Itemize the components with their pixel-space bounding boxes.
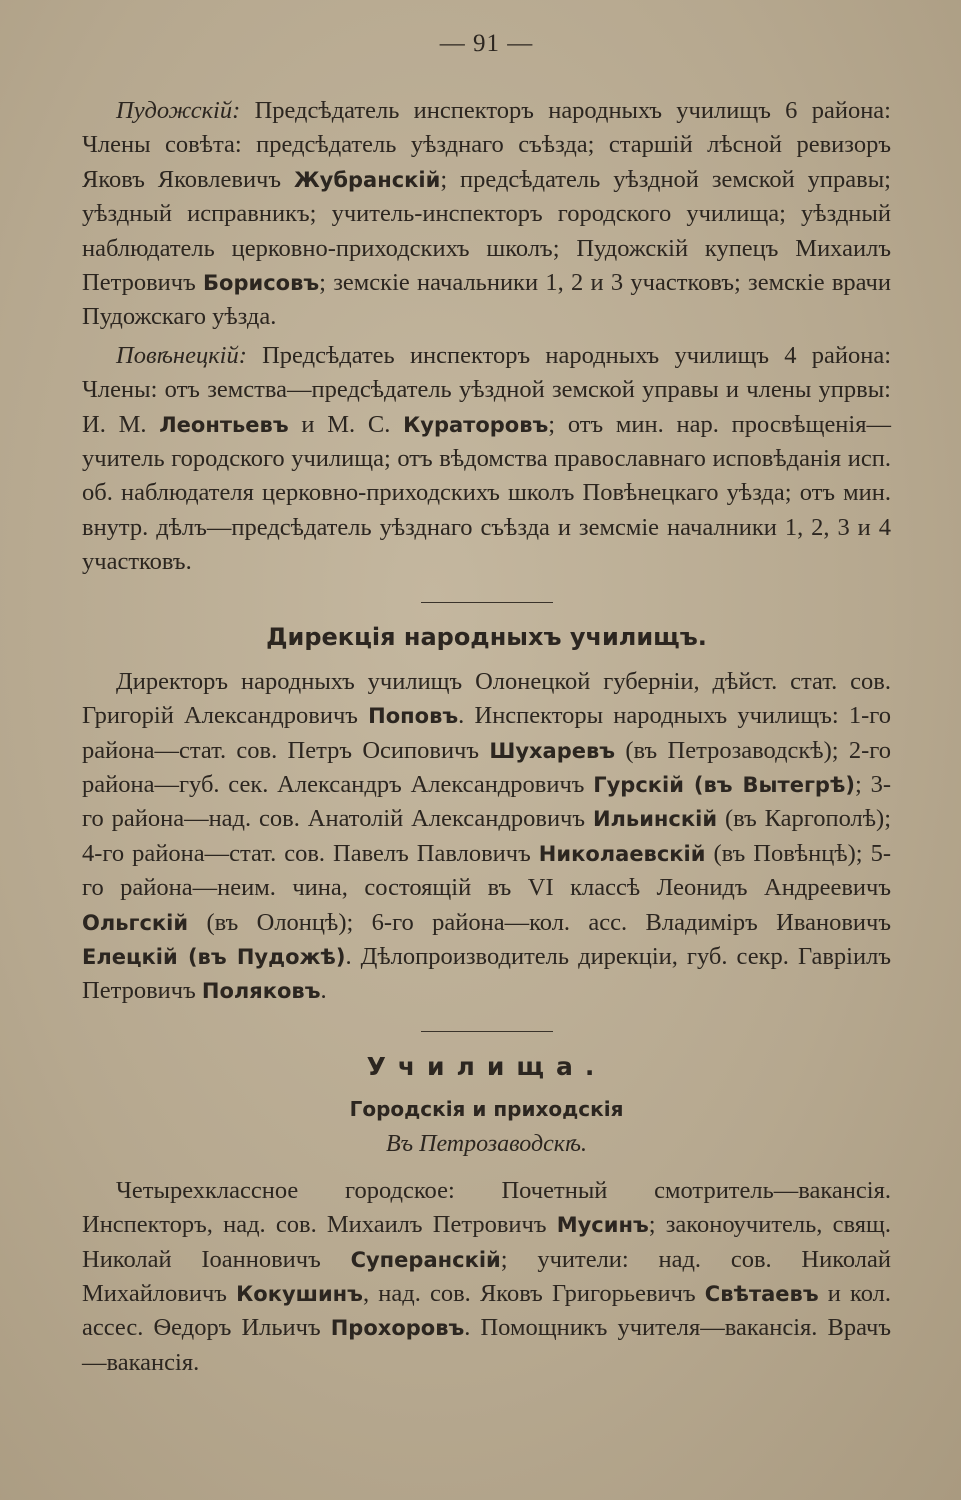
person-name: Кокушинъ: [236, 1281, 363, 1306]
person-name: Поповъ: [368, 704, 459, 729]
person-name: Борисовъ: [203, 271, 320, 296]
person-name: Гурскій (въ Вытегрѣ): [593, 772, 856, 797]
section-heading-schools: Училища.: [366, 1051, 607, 1081]
person-name: Свѣтаевъ: [704, 1281, 819, 1306]
person-name: Поляковъ: [201, 979, 321, 1004]
place-heading: Въ Петрозаводскѣ.: [386, 1130, 587, 1157]
person-name: Шухаревъ: [489, 738, 616, 763]
section-divider: [421, 602, 553, 603]
person-name: Прохоровъ: [330, 1316, 465, 1341]
person-name: Жубранскій: [293, 167, 441, 192]
directorate-paragraph: Директоръ народныхъ училищъ Олонецкой губерніи, дѣйст. стат. сов. Григорій Александровичъ Поповъ. Инспекторы народныхъ училищъ: 1-го района—стат. сов. Петръ Осиповичъ Шухаревъ (въ Петрозаводскѣ); 2-го района—губ. сек. Александръ Александровичъ Гурскій (въ Вытегрѣ); 3-го района—над. сов. Анатолій Александровичъ Ильинскій (въ Каргополѣ); 4-го района—стат. сов. Павелъ Павловичъ Николаевскій (въ Повѣнцѣ); 5-го района—неим. чина, состоящій въ VI классѣ Леонидъ Андреевичъ Ольгскій (въ Олонцѣ); 6-го района—кол. асс. Владиміръ Ивановичъ Елецкій (въ Пудожѣ). Дѣлопроизводитель дирекціи, губ. секр. Гавріилъ Петровичъ Поляковъ.: [82, 667, 892, 1005]
section-divider: [421, 1031, 553, 1032]
pudozh-council-paragraph: Пудожскій: Предсѣдатель инспекторъ народныхъ училищъ 6 района: Члены совѣта: предсѣдатель уѣзднаго съѣзда; старшій лѣсной ревизоръ Яковъ Яковлевичъ Жубранскій; предсѣдатель уѣздной земской управы; уѣздный исправникъ; учитель-инспекторъ городского училища; уѣздный наблюдатель церковно-приходскихъ школъ; Пудожскій купецъ Михаилъ Петровичъ Борисовъ; земскіе начальники 1, 2 и 3 участковъ; земскіе врачи Пудожскаго уѣзда.: [82, 97, 891, 331]
person-name: Ильинскій: [592, 807, 718, 832]
section-heading-directorate: Дирекція народныхъ училищъ.: [266, 622, 707, 651]
person-name: Мусинъ: [556, 1213, 649, 1238]
person-name: Ольгскій: [82, 910, 189, 935]
subsection-heading: Городскія и приходскія: [349, 1096, 624, 1121]
person-name: Николаевскій: [538, 841, 706, 866]
person-name: Кураторовъ: [403, 412, 549, 437]
district-title-povenets: Повѣнецкій:: [116, 341, 247, 369]
povenets-council-paragraph: Повѣнецкій: Предсѣдатеь инспекторъ народныхъ училищъ 4 района: Члены: отъ земства—предсѣдатель уѣздной земской управы и члены упрвы: И. М. Леонтьевъ и М. С. Кураторовъ; отъ мин. нар. просвѣщенія—учитель городского училища; отъ вѣдомства православнаго исповѣданія исп. об. наблюдателя церковно-приходскихъ школъ Повѣнецкаго уѣзда; отъ мин. внутр. дѣлъ—предсѣдатель уѣзднаго съѣзда и земсміе началники 1, 2, 3 и 4 участковъ.: [82, 341, 891, 576]
page-number: — 91 —: [439, 30, 534, 57]
person-name: Суперанскій: [350, 1247, 501, 1272]
person-name: Леонтьевъ: [159, 412, 289, 437]
city-school-paragraph: Четырехклассное городское: Почетный смотритель—вакансія. Инспекторъ, над. сов. Михаилъ Петровичъ Мусинъ; законоучитель, свящ. Николай Іоанновичъ Суперанскій; учители: над. сов. Николай Михайловичъ Кокушинъ, над. сов. Яковъ Григорьевичъ Свѣтаевъ и кол. ассес. Ѳедоръ Ильичъ Прохоровъ. Помощникъ учителя—вакансія. Врачъ—вакансія.: [82, 1176, 892, 1376]
district-title-pudozh: Пудожскій:: [116, 97, 241, 124]
person-name: Елецкій (въ Пудожѣ): [82, 944, 346, 969]
